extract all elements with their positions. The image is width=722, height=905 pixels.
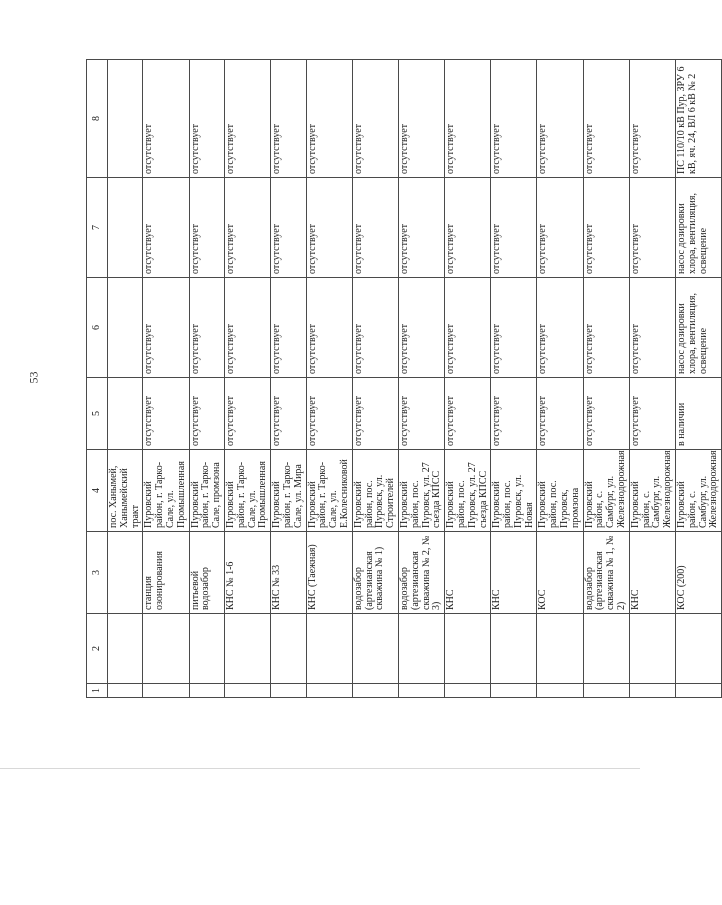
table-cell (676, 684, 722, 698)
table-cell: отсутствует (224, 278, 270, 378)
column-header: 5 (87, 378, 108, 450)
table-cell (189, 684, 224, 698)
table-cell: КНС (445, 532, 491, 614)
table-cell (108, 60, 143, 178)
table-cell (306, 684, 352, 698)
table-row (676, 60, 722, 698)
table-cell (445, 684, 491, 698)
table-cell: отсутствует (491, 378, 537, 450)
table-cell: отсутствует (352, 378, 398, 450)
table-cell: Пуровский район, с. Самбург, ул. Железнодорожная (583, 450, 629, 532)
table-row (271, 60, 306, 698)
table-cell: Пуровский район, г. Тарко-Сале, промзона (189, 450, 224, 532)
table-cell: водозабор (артезианская скважина № 1, № 2) (583, 532, 629, 614)
table-cell: Пуровский район, пос. Пуровск, ул. 27 съезда КПСС (445, 450, 491, 532)
table-cell (271, 684, 306, 698)
table-cell (398, 614, 444, 684)
table-cell: отсутствует (189, 178, 224, 278)
table-cell: отсутствует (583, 278, 629, 378)
table-cell (445, 614, 491, 684)
table-cell (108, 278, 143, 378)
table-cell: отсутствует (143, 278, 189, 378)
table-cell: отсутствует (224, 178, 270, 278)
table-cell: Пуровский район, пос. Пуровск, ул. Новая (491, 450, 537, 532)
column-header: 2 (87, 614, 108, 684)
table-cell: отсутствует (629, 178, 675, 278)
table-cell: в наличии (676, 378, 722, 450)
table-row (629, 60, 675, 698)
table-cell: Пуровский район, г. Тарко-Сале, ул. Мира (271, 450, 306, 532)
column-header: 3 (87, 532, 108, 614)
table-cell (583, 684, 629, 698)
table-cell: отсутствует (143, 178, 189, 278)
table-cell: КНС № 1-6 (224, 532, 270, 614)
table-cell: отсутствует (629, 60, 675, 178)
table-cell (143, 684, 189, 698)
table-cell: отсутствует (189, 278, 224, 378)
table-cell: отсутствует (537, 178, 583, 278)
table-cell: водозабор (артезианская скважина № 2, № 3) (398, 532, 444, 614)
continuation-address: пос. Ханымей, Ханымейский тракт (108, 450, 143, 532)
table-row (491, 60, 537, 698)
table-cell: отсутствует (398, 278, 444, 378)
table-cell (271, 614, 306, 684)
table-cell: отсутствует (352, 278, 398, 378)
table-row (143, 60, 189, 698)
table-cell: отсутствует (583, 178, 629, 278)
table-cell (224, 614, 270, 684)
column-header: 6 (87, 278, 108, 378)
table-cell: отсутствует (583, 378, 629, 450)
table-cell: отсутствует (537, 278, 583, 378)
table-cell (629, 684, 675, 698)
table-cell: отсутствует (271, 178, 306, 278)
table-cell: отсутствует (306, 60, 352, 178)
table-cell: отсутствует (306, 278, 352, 378)
table-cell: отсутствует (398, 378, 444, 450)
table-cell: отсутствует (271, 378, 306, 450)
table-cell: КНС (491, 532, 537, 614)
table-cell: отсутствует (352, 60, 398, 178)
table-cell: отсутствует (189, 378, 224, 450)
table-cell: ПС 110/10 кВ Пур, ЗРУ 6 кВ, яч. 24, ВЛ 6 кВ № 2 (676, 60, 722, 178)
header-row (87, 60, 108, 698)
table-cell: отсутствует (629, 278, 675, 378)
rotated-table-wrapper (86, 60, 720, 698)
table-cell: насос дозировки хлора, вентиляция, освещение (676, 178, 722, 278)
table-cell: отсутствует (537, 60, 583, 178)
table-cell: отсутствует (306, 178, 352, 278)
table-cell: отсутствует (224, 60, 270, 178)
table-cell (398, 684, 444, 698)
table-cell: отсутствует (445, 278, 491, 378)
column-header: 7 (87, 178, 108, 278)
table-cell: отсутствует (445, 378, 491, 450)
table-row (352, 60, 398, 698)
table-cell: отсутствует (491, 178, 537, 278)
table-cell (352, 684, 398, 698)
table-cell: отсутствует (189, 60, 224, 178)
table-cell: отсутствует (537, 378, 583, 450)
table-row (537, 60, 583, 698)
table-cell (108, 178, 143, 278)
table-cell: отсутствует (271, 278, 306, 378)
column-header: 4 (87, 450, 108, 532)
table-cell: станция озонирования (143, 532, 189, 614)
table-cell (491, 684, 537, 698)
table-cell: отсутствует (445, 60, 491, 178)
table-row (445, 60, 491, 698)
table-cell (108, 532, 143, 614)
table-cell (189, 614, 224, 684)
table-cell (224, 684, 270, 698)
table-cell: КОС (537, 532, 583, 614)
table-cell (306, 614, 352, 684)
table-cell: Пуровский район, с. Самбург, ул. Железнодорожная (676, 450, 722, 532)
table-cell: отсутствует (491, 278, 537, 378)
table-row (306, 60, 352, 698)
table-cell (629, 614, 675, 684)
table-cell: Пуровский район, г. Тарко-Сале, ул. Промышленная (224, 450, 270, 532)
table-cell (537, 684, 583, 698)
continuation-row (108, 60, 143, 698)
column-header: 1 (87, 684, 108, 698)
table-cell: отсутствует (398, 60, 444, 178)
table-row (189, 60, 224, 698)
table-row (398, 60, 444, 698)
table-cell: отсутствует (629, 378, 675, 450)
table-cell: питьевой водозабор (189, 532, 224, 614)
table-cell: Пуровский район, г. Тарко-Сале, ул. Е.Колесниковой (306, 450, 352, 532)
table-cell: КОС (200) (676, 532, 722, 614)
table-cell: отсутствует (398, 178, 444, 278)
table-cell: Пуровский район, пос. Пуровск, ул. Строителей (352, 450, 398, 532)
table-cell (108, 378, 143, 450)
table-cell (143, 614, 189, 684)
table-cell: насос дозировки хлора, вентиляция, освещение (676, 278, 722, 378)
table-cell: отсутствует (271, 60, 306, 178)
table-cell (108, 684, 143, 698)
table-cell: отсутствует (491, 60, 537, 178)
table-cell: отсутствует (583, 60, 629, 178)
column-header: 8 (87, 60, 108, 178)
table-cell (108, 614, 143, 684)
table-cell: отсутствует (445, 178, 491, 278)
table-row (583, 60, 629, 698)
table-cell: КНС № 33 (271, 532, 306, 614)
table-cell: Пуровский район, г. Тарко-Сале, ул. Промышленная (143, 450, 189, 532)
table-cell: Пуровский район, пос. Пуровск, ул. 27 съезда КПСС (398, 450, 444, 532)
table-cell (491, 614, 537, 684)
table-cell (352, 614, 398, 684)
table-cell: отсутствует (352, 178, 398, 278)
table-cell: водозабор (артезианская скважина № 1) (352, 532, 398, 614)
table-cell: отсутствует (143, 60, 189, 178)
table-cell (676, 614, 722, 684)
table-cell: Пуровский район, пос. Пуровск, промзона (537, 450, 583, 532)
table-row (224, 60, 270, 698)
table-cell: КНС (Таежная) (306, 532, 352, 614)
table-cell (537, 614, 583, 684)
table-cell: отсутствует (143, 378, 189, 450)
table-cell: КНС (629, 532, 675, 614)
table-cell (583, 614, 629, 684)
data-table (86, 59, 722, 698)
table-cell: Пуровский район, с. Самбург, ул. Железнодорожная (629, 450, 675, 532)
table-cell: отсутствует (306, 378, 352, 450)
table-cell: отсутствует (224, 378, 270, 450)
page-number: 53 (26, 371, 41, 384)
